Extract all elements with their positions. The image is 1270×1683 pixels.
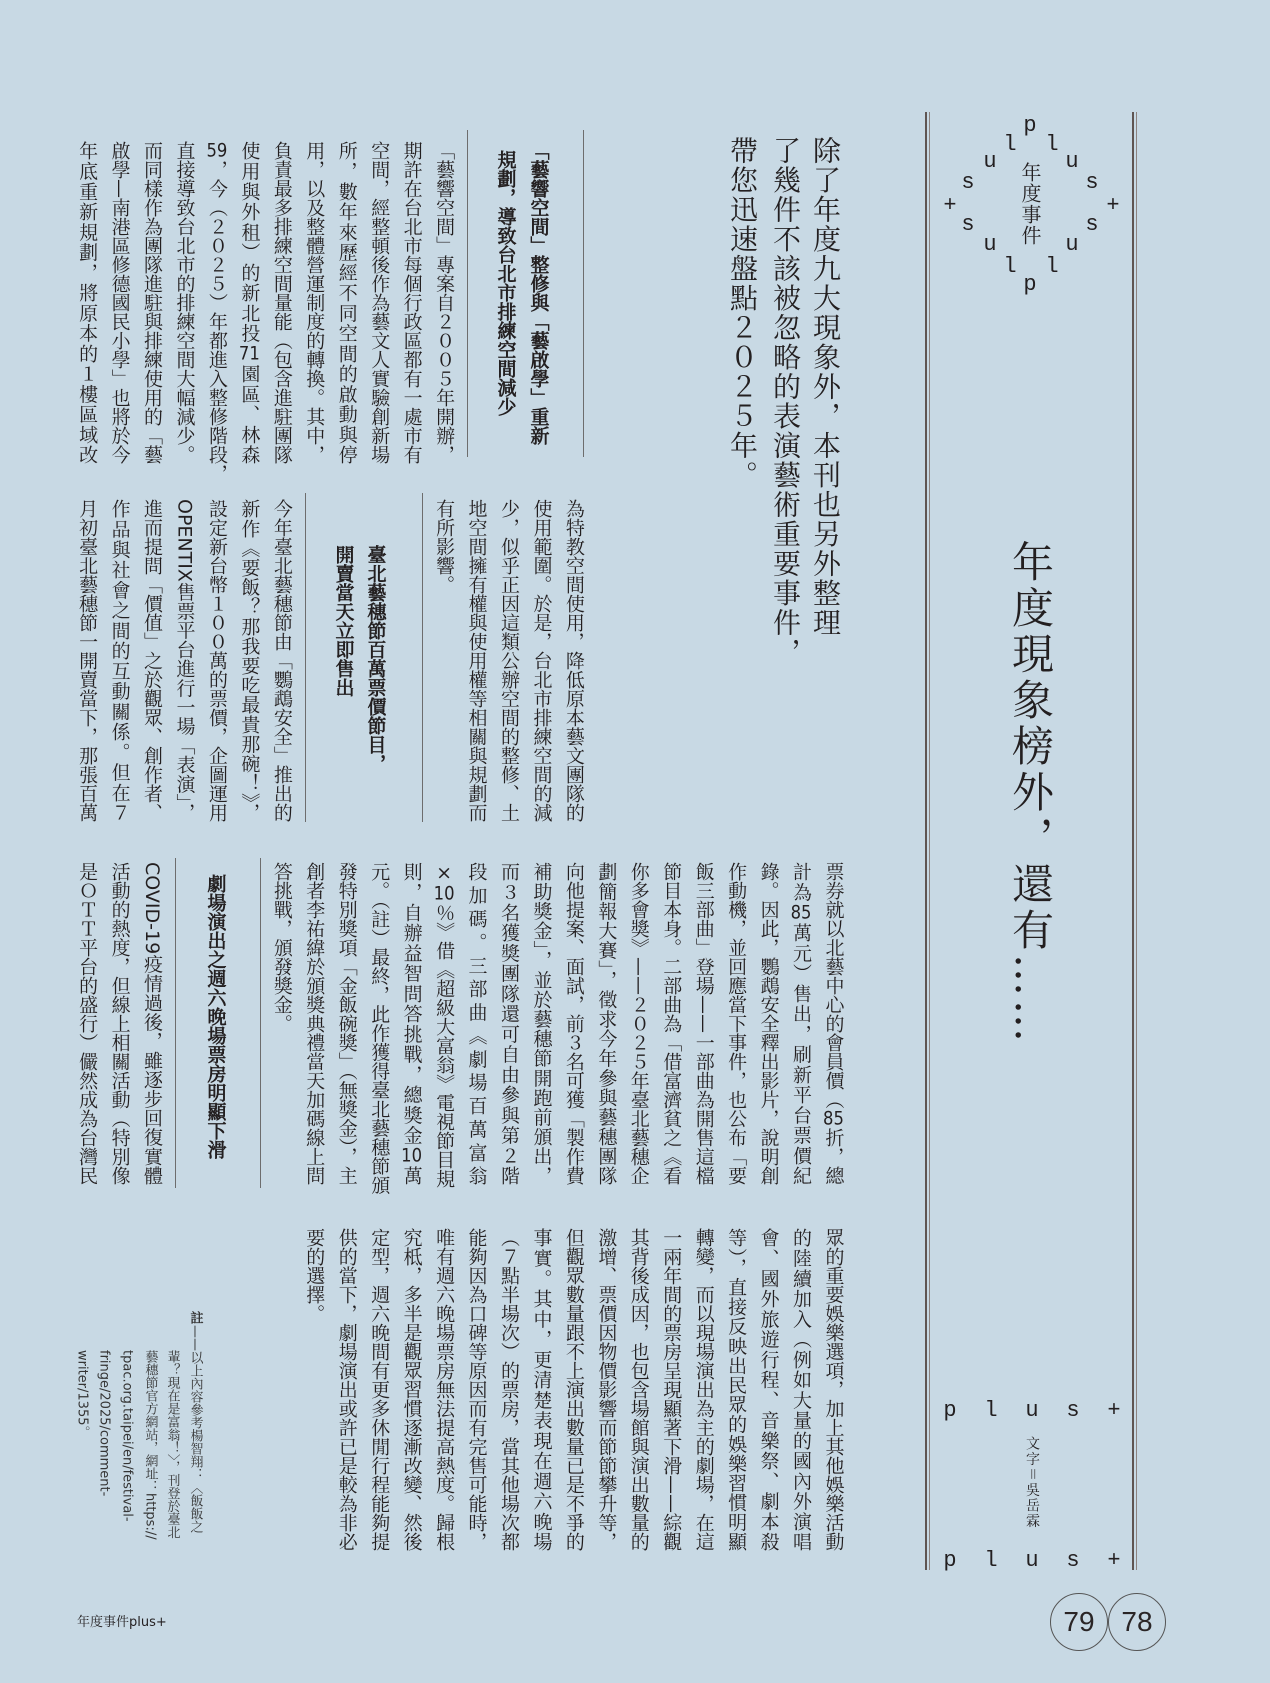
ornament-letter: l bbox=[984, 1398, 998, 1423]
body-column: 作品與社會之間的互動關係。但在７ bbox=[108, 499, 131, 822]
column-divider bbox=[422, 493, 423, 822]
page-title: 年度現象榜外，還有…… bbox=[1006, 540, 1055, 1046]
body-column: 所，數年來歷經不同空間的啟動與停 bbox=[335, 141, 358, 464]
body-column: 計為85萬元）售出，刷新平台票價紀 bbox=[790, 862, 813, 1186]
column-divider bbox=[175, 858, 176, 1188]
footnote-line: ——以上內容參考楊智翔：〈飯飯之 bbox=[187, 1325, 203, 1533]
ornament-letter: u bbox=[1025, 1548, 1039, 1573]
body-column: 月初臺北藝穗節一開賣當下，那張百萬 bbox=[76, 499, 99, 822]
page-number-left: 79 bbox=[1050, 1593, 1108, 1651]
body-column: 作動機，並回應當下事件，也公布「要 bbox=[725, 862, 748, 1185]
body-column: 答挑戰，頒發獎金。 bbox=[270, 862, 293, 1033]
body-column: 究柢，多半是觀眾習慣逐漸改變、然後 bbox=[400, 1228, 423, 1551]
body-column: 一兩年間的票房呈現顯著下滑——綜觀 bbox=[660, 1228, 683, 1551]
badge-letter: l bbox=[1003, 254, 1017, 280]
body-column: 使用與外租）的新北投71園區、林森 bbox=[238, 141, 261, 465]
badge-letter: p bbox=[1023, 112, 1037, 138]
frame-rule-left bbox=[925, 112, 930, 1570]
body-column: 票券就以北藝中心的會員價（85折，總 bbox=[822, 862, 845, 1185]
body-column: 地空間擁有權與使用權等相關與規劃而 bbox=[465, 499, 488, 822]
badge-letter: s bbox=[1085, 212, 1099, 238]
body-column: 定型，週六晚間有更多休閒行程能夠提 bbox=[368, 1228, 391, 1551]
body-column: ×10％》借《超級大富翁》電視節目規 bbox=[433, 862, 456, 1188]
body-column: 劃簡報大賽」，徵求今年參與藝穗團隊 bbox=[595, 862, 618, 1185]
badge-label: 年度事件 bbox=[1018, 162, 1042, 246]
footnote-line: 藝穗節官方網站，網址：https:// bbox=[142, 1350, 158, 1540]
footnote-url-line: writer/1355。 bbox=[74, 1350, 90, 1439]
body-column: 為特教空間使用，降低原本藝文團隊的 bbox=[562, 499, 585, 822]
body-column: 你多會獎》——２０２５年臺北藝穗企 bbox=[627, 862, 650, 1185]
body-column: 飯三部曲」登場——一部曲為開售這檔 bbox=[692, 862, 715, 1185]
badge-letter: l bbox=[1045, 254, 1059, 280]
body-column: 用，以及整體營運制度的轉換。其中， bbox=[303, 141, 326, 464]
intro-column: 了幾件不該被忽略的表演藝術重要事件， bbox=[769, 136, 802, 667]
author-credit: 文字＝吳岳霖 bbox=[1024, 1436, 1040, 1529]
body-column: 創者李祐緯於頒獎典禮當天加碼線上問 bbox=[303, 862, 326, 1185]
body-column: 使用範圍。於是，台北市排練空間的減 bbox=[530, 499, 553, 822]
ornament-letter: s bbox=[1066, 1398, 1080, 1423]
body-column: 設定新台幣１００萬的票價，企圖運用 bbox=[205, 499, 228, 822]
body-column: 則，自辦益智問答挑戰，總獎金10萬 bbox=[400, 862, 423, 1185]
body-column: 錄。因此，鸚鵡安全釋出影片，說明創 bbox=[757, 862, 780, 1185]
body-column: 的陸續加入（例如大量的國內外演唱 bbox=[790, 1228, 813, 1551]
badge-letter: l bbox=[1003, 132, 1017, 158]
footnote-label: 註 bbox=[187, 1311, 203, 1324]
page-number-right: 78 bbox=[1108, 1593, 1166, 1651]
column-divider bbox=[583, 130, 584, 457]
ornament-plus-icon: + bbox=[1107, 1398, 1121, 1423]
body-column: 直接導致台北市的排練空間大幅減少。 bbox=[173, 141, 196, 464]
body-column: 其背後成因，也包含場館與演出數量的 bbox=[627, 1228, 650, 1551]
badge-plus-icon: + bbox=[943, 192, 957, 218]
body-column: 但觀眾數量跟不上演出數量已是不爭的 bbox=[562, 1228, 585, 1551]
body-column: 等），直接反映出民眾的娛樂習慣明顯 bbox=[725, 1228, 748, 1551]
body-column: 有所影響。 bbox=[433, 499, 456, 594]
body-column: 進而提問「價值」之於觀眾、創作者、 bbox=[141, 499, 164, 822]
plus-ornament-bottom bbox=[930, 1550, 1135, 1572]
ornament-letter: p bbox=[943, 1398, 957, 1423]
body-column: 啟學—南港區修德國民小學」也將於今 bbox=[108, 141, 131, 464]
body-column: 元。（註）最終，此作獲得臺北藝穗節頒 bbox=[368, 862, 391, 1195]
running-head: 年度事件plus+ bbox=[77, 1615, 167, 1630]
body-column: 眾的重要娛樂選項，加上其他娛樂活動 bbox=[822, 1228, 845, 1551]
badge-letter: u bbox=[983, 232, 997, 258]
ornament-plus-icon: + bbox=[1107, 1548, 1121, 1573]
body-column: 空間，經整頓後作為藝文人實驗創新場 bbox=[368, 141, 391, 464]
body-column: 少，似乎正因這類公辦空間的整修、土 bbox=[498, 499, 520, 822]
body-column: 發特別獎項「金飯碗獎」（無獎金），主 bbox=[335, 862, 358, 1185]
body-column: 唯有週六晚場票房無法提高熱度。歸根 bbox=[433, 1228, 456, 1551]
intro-column: 帶您迅速盤點２０２５年。 bbox=[726, 136, 759, 490]
badge-letter: l bbox=[1045, 132, 1059, 158]
body-column: 59，今（２０２５）年都進入整修階段， bbox=[205, 141, 228, 483]
body-column: 期許在台北市每個行政區都有一處市有 bbox=[400, 141, 423, 464]
body-column: 新作《要飯？那我要吃最貴那碗！》， bbox=[238, 499, 261, 822]
badge-letter: s bbox=[961, 170, 975, 196]
intro-column: 除了年度九大現象外，本刊也另外整理 bbox=[809, 136, 842, 638]
body-column: 供的當下，劇場演出或許已是較為非必 bbox=[335, 1228, 358, 1551]
body-column: 段加碼。三部曲《劇場百萬富翁 bbox=[465, 862, 488, 1185]
body-column: COVID-19疫情過後，雖逐步回復實體 bbox=[141, 862, 164, 1185]
badge-letter: u bbox=[1065, 232, 1079, 258]
body-column: 事實。其中，更清楚表現在週六晚場 bbox=[530, 1228, 553, 1551]
body-column: 會、國外旅遊行程、音樂祭、劇本殺 bbox=[757, 1228, 780, 1551]
section-heading-line: 規劃，導致台北市排練空間減少 bbox=[494, 150, 517, 416]
badge-letter: s bbox=[1085, 170, 1099, 196]
body-column: 活動的熱度，但線上相關活動（特別像 bbox=[108, 862, 131, 1185]
footnote-line: 輩？現在是富翁！〉，刊登於臺北 bbox=[164, 1350, 180, 1539]
column-divider bbox=[305, 493, 306, 822]
body-column: 節目本身。二部曲為「借富濟貧之《看 bbox=[660, 862, 683, 1185]
section-heading-line: 劇場演出之週六晚場票房明顯下滑 bbox=[204, 874, 227, 1159]
body-column: 向他提案、面試，前３名可獲「製作費 bbox=[562, 862, 585, 1185]
body-column: 而同樣作為團隊進駐與排練使用的「藝 bbox=[141, 141, 164, 464]
ornament-letter: u bbox=[1025, 1398, 1039, 1423]
ornament-letter: l bbox=[984, 1548, 998, 1573]
footnote-url-line: tpac.org.taipei/en/festival- bbox=[119, 1350, 135, 1522]
body-column: 今年臺北藝穗節由「鸚鵡安全」推出的 bbox=[270, 499, 293, 822]
frame-rule-right bbox=[1132, 112, 1137, 1570]
body-column: 負責最多排練空間量能（包含進駐團隊 bbox=[270, 141, 293, 464]
body-column: 而３名獲獎團隊還可自由參與第２階 bbox=[498, 862, 520, 1185]
column-divider bbox=[260, 858, 261, 1188]
section-heading-line: 開賣當天立即售出 bbox=[332, 545, 355, 697]
section-heading-line: 「藝響空間」整修與「藝啟學」重新 bbox=[527, 141, 550, 445]
body-column: 激增、票價因物價影響而節節攀升等， bbox=[595, 1228, 618, 1551]
body-column: 要的選擇。 bbox=[303, 1228, 326, 1323]
body-column: 「藝響空間」專案自２００５年開辦， bbox=[433, 141, 456, 464]
column-divider bbox=[467, 130, 468, 457]
badge-plus-icon: + bbox=[1106, 192, 1120, 218]
footnote-url-line: fringe/2025/comment- bbox=[96, 1350, 112, 1497]
badge-letter: u bbox=[983, 149, 997, 175]
body-column: 是ＯＴＴ平台的盛行）儼然成為台灣民 bbox=[76, 862, 99, 1185]
ornament-letter: s bbox=[1066, 1548, 1080, 1573]
body-column: OPENTIX售票平台進行一場「表演」， bbox=[173, 499, 196, 822]
badge-letter: s bbox=[961, 212, 975, 238]
plus-ornament-top bbox=[930, 1400, 1135, 1422]
badge-letter: u bbox=[1065, 149, 1079, 175]
badge-letter: p bbox=[1023, 271, 1037, 297]
body-column: 能夠因為口碑等原因而有完售可能時， bbox=[465, 1228, 488, 1551]
ornament-letter: p bbox=[943, 1548, 957, 1573]
body-column: 轉變，而以現場演出為主的劇場，在這 bbox=[692, 1228, 715, 1551]
body-column: （７點半場次）的票房，當其他場次都 bbox=[498, 1228, 520, 1551]
section-heading-line: 臺北藝穗節百萬票價節目， bbox=[364, 545, 387, 773]
body-column: 年底重新規劃，將原本的１樓區域改 bbox=[76, 141, 99, 464]
body-column: 補助獎金」，並於藝穗節開跑前頒出， bbox=[530, 862, 553, 1185]
